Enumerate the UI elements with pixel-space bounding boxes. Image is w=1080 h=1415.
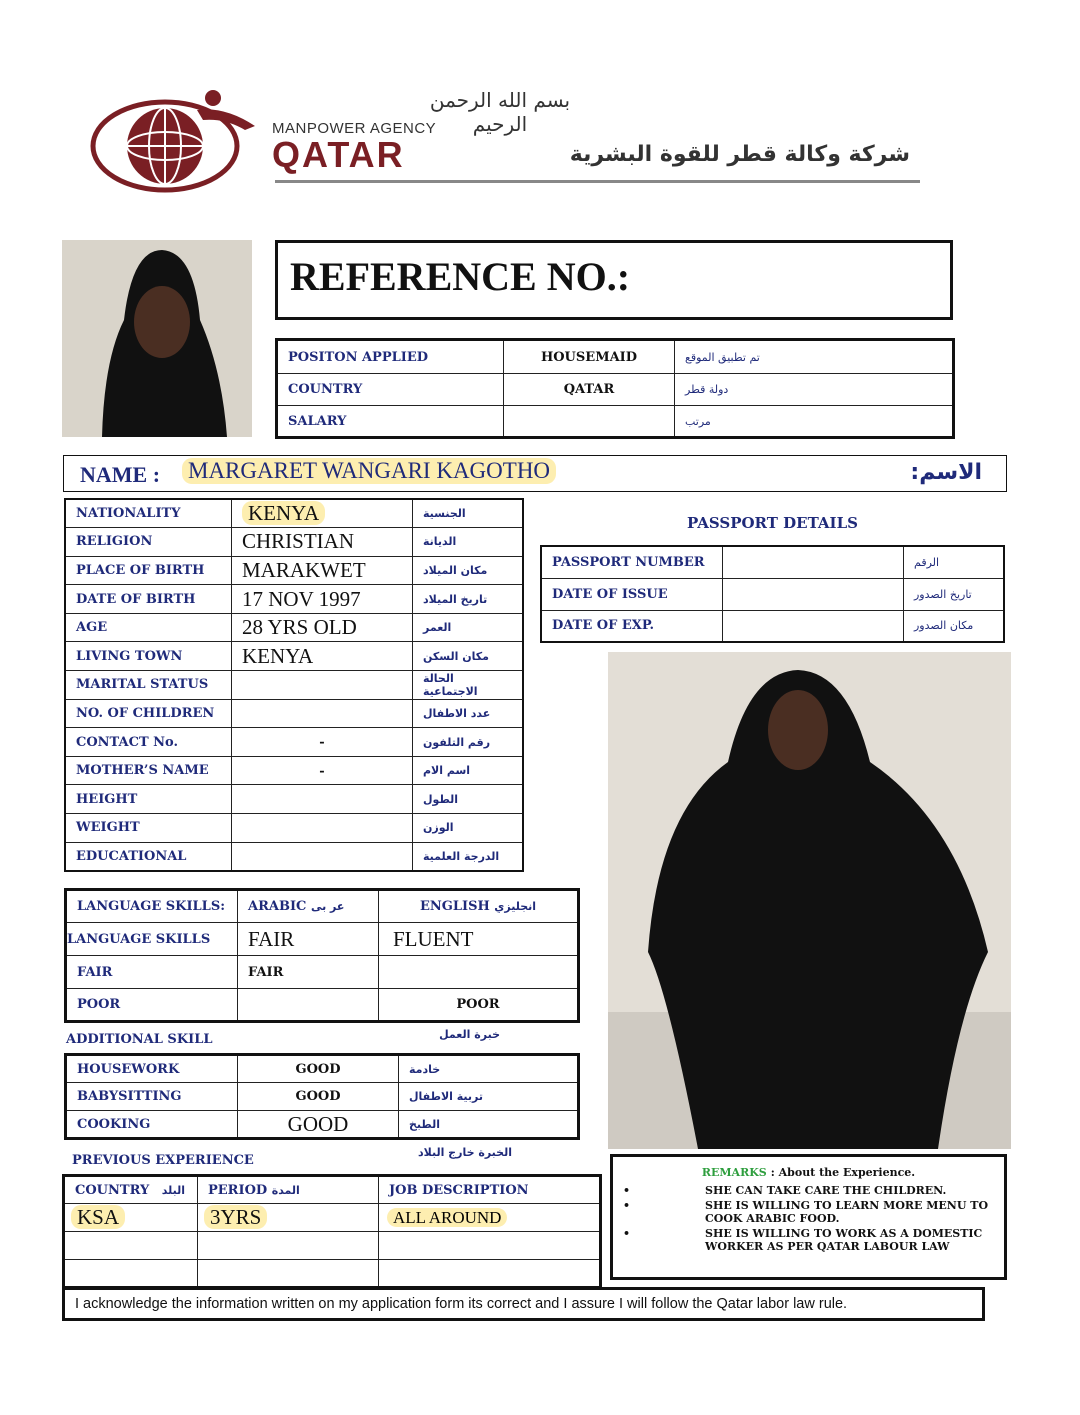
personal-field-value-cell	[232, 642, 413, 671]
additional-skill-arabic: خبرة العمل	[439, 1028, 500, 1041]
table-row	[65, 528, 523, 557]
applicant-photo-full	[608, 652, 1011, 1149]
period-header-label: PERIOD	[208, 1182, 268, 1198]
personal-field-value: KENYA	[242, 501, 325, 525]
bullet-icon: •	[623, 1199, 631, 1212]
personal-field-value: KENYA	[242, 643, 314, 668]
table-row	[277, 374, 954, 406]
experience-period-cell	[198, 1204, 379, 1232]
skill-arabic: خادمة	[399, 1055, 579, 1083]
personal-field-arabic: العمر	[413, 613, 524, 642]
personal-field-value-cell	[232, 556, 413, 585]
period-column-header	[198, 1176, 379, 1204]
language-header-label: LANGUAGE SKILLS:	[66, 890, 238, 923]
table-row	[66, 1055, 579, 1083]
passport-number-arabic: الرقم	[904, 546, 1005, 578]
personal-field-arabic: مكان الميلاد	[413, 556, 524, 585]
experience-country: KSA	[71, 1205, 125, 1229]
arabic-level: FAIR	[238, 956, 379, 989]
table-row	[65, 556, 523, 585]
expiry-date-value	[723, 610, 904, 642]
list-item	[613, 1227, 1004, 1253]
salary-value	[504, 406, 675, 438]
personal-field-label: CONTACT No.	[65, 728, 232, 757]
header-divider	[275, 180, 920, 183]
expiry-date-label: DATE OF EXP.	[541, 610, 723, 642]
personal-field-value: -	[319, 735, 325, 751]
country-label: COUNTRY	[277, 374, 504, 406]
remark-text: SHE IS WILLING TO LEARN MORE MENU TO COOK ARABIC FOOD.	[705, 1199, 989, 1225]
acknowledgement-box	[62, 1287, 985, 1321]
personal-field-label: HEIGHT	[65, 785, 232, 814]
personal-field-arabic: رقم التلفون	[413, 728, 524, 757]
table-row	[64, 1204, 601, 1232]
table-row	[65, 785, 523, 814]
personal-field-arabic: الحالة الاجتماعية	[413, 671, 524, 700]
skill-arabic: الطبخ	[399, 1111, 579, 1139]
agency-name-line2: QATAR	[272, 134, 405, 175]
table-row	[65, 671, 523, 700]
bullet-icon: •	[623, 1184, 631, 1197]
table-row	[64, 1260, 601, 1288]
personal-field-arabic: مكان السكن	[413, 642, 524, 671]
personal-field-value-cell	[232, 814, 413, 843]
country-arabic: دولة قطر	[675, 374, 954, 406]
arabic-level	[238, 989, 379, 1022]
personal-field-value-cell	[232, 699, 413, 728]
table-row	[66, 890, 579, 923]
table-row	[277, 340, 954, 374]
position-label: POSITON APPLIED	[277, 340, 504, 374]
english-level: FLUENT	[379, 923, 579, 956]
table-row	[65, 756, 523, 785]
personal-field-label: PLACE OF BIRTH	[65, 556, 232, 585]
personal-field-value: MARAKWET	[242, 557, 366, 582]
skill-rating: GOOD	[238, 1111, 399, 1139]
personal-field-label: RELIGION	[65, 528, 232, 557]
table-row	[65, 814, 523, 843]
expiry-date-arabic: مكان الصدور	[904, 610, 1005, 642]
bullet-icon: •	[623, 1227, 631, 1240]
table-row	[66, 923, 579, 956]
personal-field-arabic: الوزن	[413, 814, 524, 843]
table-row	[65, 613, 523, 642]
skill-arabic: تربية الاطفال	[399, 1083, 579, 1111]
remarks-subtitle: : About the Experience.	[770, 1166, 916, 1179]
skill-rating: GOOD	[238, 1055, 399, 1083]
remarks-heading	[613, 1163, 1004, 1181]
personal-field-value-cell	[232, 671, 413, 700]
personal-field-label: NO. OF CHILDREN	[65, 699, 232, 728]
experience-period: 3YRS	[204, 1205, 267, 1229]
english-header	[379, 890, 579, 923]
table-row	[66, 1083, 579, 1111]
language-row-label: FAIR	[66, 956, 238, 989]
remark-text: SHE CAN TAKE CARE THE CHILDREN.	[705, 1184, 947, 1197]
personal-field-value-cell	[232, 728, 413, 757]
issue-date-arabic: تاريخ الصدور	[904, 578, 1005, 610]
name-label: NAME :	[80, 462, 161, 487]
personal-field-arabic: عدد الاطفال	[413, 699, 524, 728]
salary-arabic: مرتب	[675, 406, 954, 438]
table-row	[65, 699, 523, 728]
table-row	[65, 585, 523, 614]
personal-field-value: CHRISTIAN	[242, 529, 355, 554]
personal-field-arabic: اسم الام	[413, 756, 524, 785]
personal-field-label: MOTHER’S NAME	[65, 756, 232, 785]
personal-field-label: MARITAL STATUS	[65, 671, 232, 700]
personal-field-value: -	[319, 763, 325, 779]
english-level: POOR	[379, 989, 579, 1022]
personal-field-arabic: الطول	[413, 785, 524, 814]
agency-name-arabic: شركة وكالة قطر للقوة البشرية	[569, 142, 910, 167]
personal-field-value-cell	[232, 785, 413, 814]
experience-job-cell	[379, 1204, 601, 1232]
passport-title: PASSPORT DETAILS	[687, 514, 858, 532]
personal-field-label: LIVING TOWN	[65, 642, 232, 671]
position-table	[275, 338, 955, 439]
personal-field-label: AGE	[65, 613, 232, 642]
english-header-label: ENGLISH	[419, 899, 490, 914]
arabic-header-ar: عر بى	[310, 900, 345, 913]
personal-field-value-cell	[232, 499, 413, 528]
name-arabic-label: الاسم:	[910, 460, 982, 485]
passport-number-value	[723, 546, 904, 578]
country-header-ar: البلد	[161, 1183, 186, 1197]
issue-date-value	[723, 578, 904, 610]
name-bar	[63, 455, 1007, 492]
remarks-label: REMARKS	[701, 1166, 767, 1179]
experience-country-cell	[64, 1204, 198, 1232]
skill-label: COOKING	[66, 1111, 238, 1139]
personal-field-value-cell	[232, 528, 413, 557]
language-row-label: POOR	[66, 989, 238, 1022]
list-item	[613, 1199, 1004, 1225]
table-row	[65, 842, 523, 871]
agency-logo	[85, 88, 260, 198]
table-row	[65, 642, 523, 671]
language-row-label: LANGUAGE SKILLS	[66, 923, 238, 956]
table-row	[277, 406, 954, 438]
acknowledgement-text: I acknowledge the information written on my application form its correct and I assure I will follow the Qatar labor law rule.	[75, 1296, 848, 1312]
issue-date-label: DATE OF ISSUE	[541, 578, 723, 610]
personal-field-arabic: تاريخ الميلاد	[413, 585, 524, 614]
personal-details-table	[64, 498, 524, 872]
previous-experience-arabic: الخبرة خارج البلاد	[417, 1146, 512, 1159]
reference-label: REFERENCE NO.:	[290, 254, 631, 299]
reference-box	[275, 240, 953, 320]
country-column-header	[64, 1176, 198, 1204]
additional-skills-table	[64, 1053, 580, 1140]
applicant-photo-portrait	[62, 240, 252, 437]
personal-field-arabic: الدرجة العلمية	[413, 842, 524, 871]
position-value: HOUSEMAID	[504, 340, 675, 374]
applicant-name: MARGARET WANGARI KAGOTHO	[182, 458, 556, 484]
personal-field-label: DATE OF BIRTH	[65, 585, 232, 614]
personal-field-arabic: الجنسية	[413, 499, 524, 528]
skill-rating: GOOD	[238, 1083, 399, 1111]
table-row	[66, 1111, 579, 1139]
table-row	[65, 499, 523, 528]
salary-label: SALARY	[277, 406, 504, 438]
arabic-header	[238, 890, 379, 923]
position-arabic: تم تطبيق الموقع	[675, 340, 954, 374]
agency-name-line1: MANPOWER AGENCY	[272, 120, 437, 137]
table-row	[66, 989, 579, 1022]
table-row	[65, 728, 523, 757]
remarks-list	[613, 1184, 1004, 1253]
basmala: بسم الله الرحمن الرحيم	[429, 88, 571, 136]
country-value: QATAR	[504, 374, 675, 406]
arabic-level: FAIR	[238, 923, 379, 956]
personal-field-value-cell	[232, 585, 413, 614]
personal-field-arabic: الديانة	[413, 528, 524, 557]
personal-field-value-cell	[232, 842, 413, 871]
skill-label: BABYSITTING	[66, 1083, 238, 1111]
remark-text: SHE IS WILLING TO WORK AS A DOMESTIC WORKER AS PER QATAR LABOUR LAW	[705, 1227, 983, 1253]
personal-field-label: NATIONALITY	[65, 499, 232, 528]
language-table	[64, 888, 580, 1023]
personal-field-label: EDUCATIONAL	[65, 842, 232, 871]
table-row	[541, 610, 1004, 642]
table-row	[64, 1232, 601, 1260]
personal-field-value: 17 NOV 1997	[242, 586, 361, 611]
experience-table	[62, 1174, 602, 1289]
additional-skill-title: ADDITIONAL SKILL	[66, 1032, 213, 1047]
table-row	[66, 956, 579, 989]
personal-field-value-cell	[232, 756, 413, 785]
personal-field-value: 28 YRS OLD	[242, 615, 357, 640]
arabic-header-label: ARABIC	[248, 899, 307, 914]
country-header-label: COUNTRY	[75, 1182, 150, 1198]
passport-number-label: PASSPORT NUMBER	[541, 546, 723, 578]
passport-table	[540, 545, 1005, 643]
english-header-ar: انجليزي	[494, 900, 537, 913]
job-description-header: JOB DESCRIPTION	[379, 1176, 601, 1204]
table-row	[541, 546, 1004, 578]
table-row	[64, 1176, 601, 1204]
skill-label: HOUSEWORK	[66, 1055, 238, 1083]
personal-field-value-cell	[232, 613, 413, 642]
personal-field-label: WEIGHT	[65, 814, 232, 843]
experience-job: ALL AROUND	[387, 1208, 507, 1227]
list-item	[613, 1184, 1004, 1197]
previous-experience-title: PREVIOUS EXPERIENCE	[72, 1153, 254, 1168]
remarks-box	[610, 1154, 1007, 1280]
period-header-ar: المدة	[271, 1183, 300, 1197]
english-level	[379, 956, 579, 989]
table-row	[541, 578, 1004, 610]
